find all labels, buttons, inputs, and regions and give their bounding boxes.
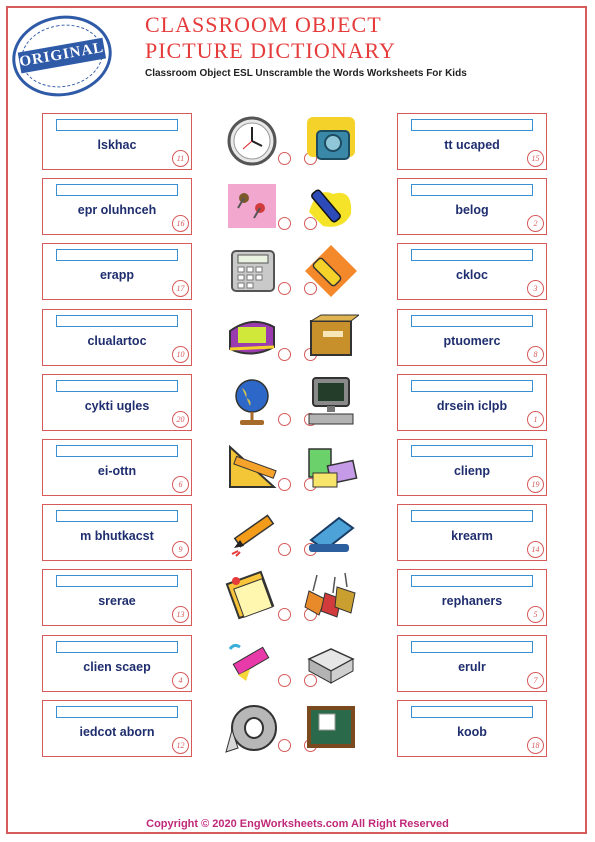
- match-circle[interactable]: [278, 478, 291, 491]
- thumbtacks-icon: [224, 178, 280, 234]
- right-word-card: [397, 700, 547, 757]
- scrambled-word: srerae: [98, 594, 136, 608]
- number-badge: 5: [527, 606, 544, 623]
- number-badge: 8: [527, 346, 544, 363]
- left-word-card: [42, 700, 192, 757]
- globe-icon: [224, 374, 280, 430]
- answer-field[interactable]: [411, 575, 533, 587]
- answer-field[interactable]: [56, 641, 178, 653]
- match-circle[interactable]: [278, 543, 291, 556]
- left-word-card: [42, 178, 192, 235]
- number-badge: 16: [172, 215, 189, 232]
- scrambled-word: erapp: [99, 268, 135, 282]
- answer-field[interactable]: [411, 184, 533, 196]
- scrambled-word: clien scaep: [83, 660, 151, 674]
- stamp-label: ORIGINAL: [18, 38, 106, 74]
- number-badge: 2: [527, 215, 544, 232]
- scrambled-word: rephaners: [441, 594, 503, 608]
- binder-clips-icon: [303, 569, 359, 625]
- title-line-1: CLASSROOM OBJECT: [145, 12, 382, 37]
- left-word-card: [42, 113, 192, 170]
- number-badge: 4: [172, 672, 189, 689]
- answer-field[interactable]: [411, 706, 533, 718]
- number-badge: 9: [172, 541, 189, 558]
- title-line-2: PICTURE DICTIONARY: [145, 38, 396, 63]
- number-badge: 19: [527, 476, 544, 493]
- left-word-card: [42, 309, 192, 366]
- answer-field[interactable]: [411, 119, 533, 131]
- match-circle[interactable]: [278, 348, 291, 361]
- book-icon: [303, 309, 359, 365]
- match-circle[interactable]: [278, 608, 291, 621]
- right-word-card: [397, 178, 547, 235]
- scrambled-word: ptuomerc: [443, 334, 501, 348]
- scrambled-word: m bhutkacst: [80, 529, 154, 543]
- match-circle[interactable]: [278, 152, 291, 165]
- right-word-card: [397, 635, 547, 692]
- answer-field[interactable]: [56, 315, 178, 327]
- number-badge: 3: [527, 280, 544, 297]
- match-circle[interactable]: [278, 739, 291, 752]
- computer-icon: [303, 374, 359, 430]
- scrambled-word: lskhac: [97, 138, 137, 152]
- sharpener-icon: [224, 635, 280, 691]
- left-word-card: [42, 243, 192, 300]
- left-word-card: [42, 439, 192, 496]
- answer-field[interactable]: [411, 510, 533, 522]
- crayon-icon: [303, 178, 359, 234]
- scrambled-word: belog: [455, 203, 489, 217]
- clock-icon: [224, 113, 280, 169]
- left-word-card: [42, 504, 192, 561]
- pencil-icon: [224, 504, 280, 560]
- scrambled-word: clualartoc: [87, 334, 147, 348]
- number-badge: 6: [172, 476, 189, 493]
- number-badge: 20: [172, 411, 189, 428]
- match-circle[interactable]: [278, 282, 291, 295]
- pencil-case-icon: [224, 309, 280, 365]
- answer-field[interactable]: [56, 249, 178, 261]
- eraser-icon: [303, 439, 359, 495]
- number-badge: 12: [172, 737, 189, 754]
- answer-field[interactable]: [411, 380, 533, 392]
- match-circle[interactable]: [278, 413, 291, 426]
- left-word-card: [42, 374, 192, 431]
- notepad-icon: [224, 569, 280, 625]
- answer-field[interactable]: [411, 315, 533, 327]
- answer-field[interactable]: [411, 641, 533, 653]
- scrambled-word: krearm: [451, 529, 493, 543]
- scrambled-word: koob: [457, 725, 487, 739]
- answer-field[interactable]: [411, 249, 533, 261]
- number-badge: 17: [172, 280, 189, 297]
- scrambled-word: tt ucaped: [444, 138, 500, 152]
- answer-field[interactable]: [56, 445, 178, 457]
- scrambled-word: ei-ottn: [97, 464, 137, 478]
- scrambled-word: iedcot aborn: [79, 725, 155, 739]
- glue-stick-icon: [303, 243, 359, 299]
- paper-tray-icon: [303, 635, 359, 691]
- number-badge: 1: [527, 411, 544, 428]
- number-badge: 18: [527, 737, 544, 754]
- answer-field[interactable]: [56, 184, 178, 196]
- left-word-card: [42, 569, 192, 626]
- ruler-set-square-icon: [224, 439, 280, 495]
- tape-dispenser-icon: [303, 113, 359, 169]
- scrambled-word: epr oluhnceh: [77, 203, 157, 217]
- calculator-icon: [224, 243, 280, 299]
- right-word-card: [397, 309, 547, 366]
- answer-field[interactable]: [56, 706, 178, 718]
- answer-field[interactable]: [56, 380, 178, 392]
- answer-field[interactable]: [56, 575, 178, 587]
- left-word-card: [42, 635, 192, 692]
- duct-tape-icon: [224, 700, 280, 756]
- scrambled-word: drsein iclpb: [436, 399, 508, 413]
- number-badge: 14: [527, 541, 544, 558]
- page-subtitle: Classroom Object ESL Unscramble the Words Worksheets For Kids: [145, 68, 467, 79]
- number-badge: 10: [172, 346, 189, 363]
- notice-board-icon: [303, 700, 359, 756]
- number-badge: 7: [527, 672, 544, 689]
- scrambled-word: cykti ugles: [84, 399, 150, 413]
- number-badge: 11: [172, 150, 189, 167]
- answer-field[interactable]: [56, 119, 178, 131]
- number-badge: 13: [172, 606, 189, 623]
- right-word-card: [397, 374, 547, 431]
- scrambled-word: ckloc: [456, 268, 488, 282]
- right-word-card: [397, 569, 547, 626]
- right-word-card: [397, 439, 547, 496]
- scrambled-word: clienp: [453, 464, 491, 478]
- match-circle[interactable]: [278, 674, 291, 687]
- page-title: [145, 12, 396, 64]
- right-word-card: [397, 243, 547, 300]
- copyright-footer: Copyright © 2020 EngWorksheets.com All Right Reserved: [146, 818, 449, 830]
- right-word-card: [397, 504, 547, 561]
- answer-field[interactable]: [56, 510, 178, 522]
- number-badge: 15: [527, 150, 544, 167]
- right-word-card: [397, 113, 547, 170]
- hole-puncher-icon: [303, 504, 359, 560]
- match-circle[interactable]: [278, 217, 291, 230]
- answer-field[interactable]: [411, 445, 533, 457]
- scrambled-word: erulr: [458, 660, 486, 674]
